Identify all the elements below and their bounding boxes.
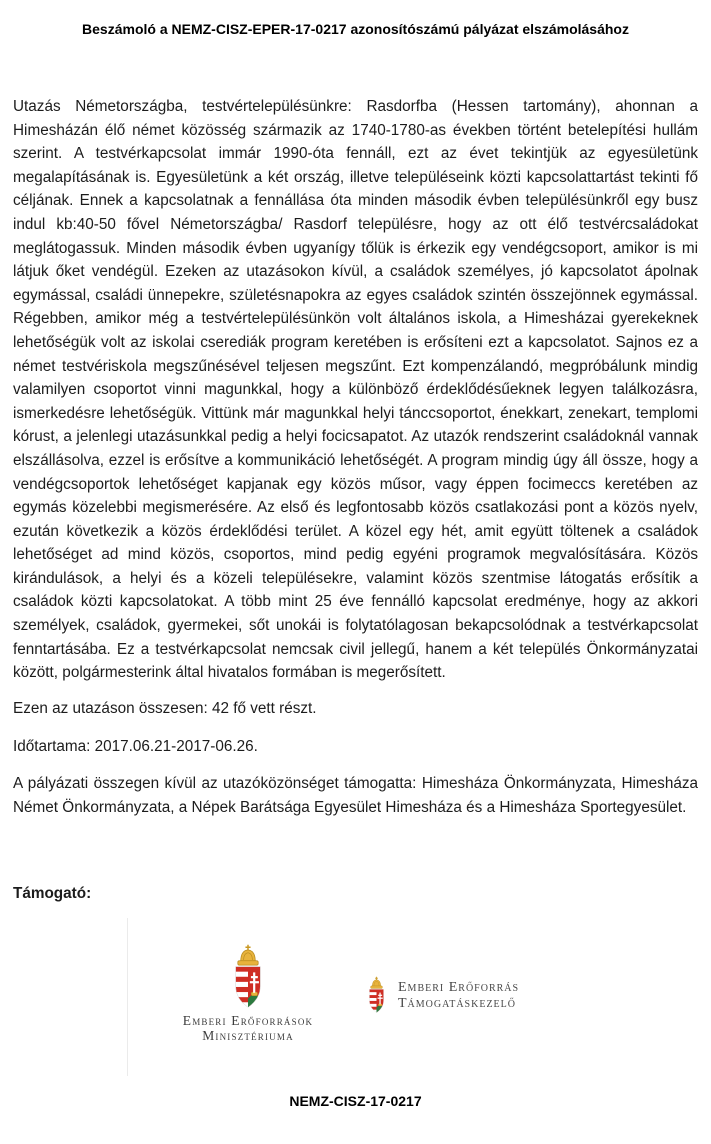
supporters-paragraph: A pályázati összegen kívül az utazóközönséget támogatta: Himesháza Önkormányzata, Himesháza Német Önkormányzata, a Népek Barátsága Egyesület Himesháza és a Himesháza Sportegyesület. <box>13 775 698 816</box>
participants-count-line: Ezen az utazáson összesen: 42 fő vett részt. <box>13 700 317 717</box>
fund-logo-line1: Emberi Erőforrás <box>398 980 520 995</box>
fund-manager-logo <box>364 976 519 1015</box>
footer-project-code: NEMZ-CISZ-17-0217 <box>289 1093 422 1109</box>
page-title: Beszámoló a NEMZ-CISZ-EPER-17-0217 azonosítószámú pályázat elszámolásához <box>82 21 629 37</box>
ministry-logo-line1: Emberi Erőforrások <box>182 1013 314 1028</box>
hungary-coat-of-arms-icon <box>364 976 389 1015</box>
ministry-logo-line2: Minisztériuma <box>202 1027 294 1043</box>
fund-logo-caption <box>398 980 519 1011</box>
fund-logo-line2: Támogatáskezelő <box>398 995 516 1011</box>
hungary-coat-of-arms-icon <box>222 944 274 1011</box>
trip-duration-line: Időtartama: 2017.06.21-2017-06.26. <box>13 738 258 755</box>
ministry-logo <box>170 944 326 1043</box>
sponsor-section-label: Támogató: <box>13 885 92 902</box>
table-column-divider <box>127 918 128 1076</box>
ministry-logo-caption <box>170 1014 326 1043</box>
report-body-paragraph: Utazás Németországba, testvértelepülésünkre: Rasdorfba (Hessen tartomány), ahonnan a Himesházán élő német közösség származik az 1740-1780-as években történt betelepítési hullám szerint. A testvérkapcsolat immár 1990-óta fennáll, ezt az évet tekintjük az egyesületünk megalapításának is. Egyesületünk a két ország, illetve településeink közti kapcsolattartást tekinti fő céljának. Ennek a kapcsolatnak a fennállása óta minden második évben településünkről egy busz indul kb:40-50 fővel Németországba/ Rasdorf településre, hogy az ott élő testvércsaládokat meglátogassuk. Minden második évben ugyanígy tőlük is érkezik egy vendégcsoport, amikor is mi látjuk őket vendégül. Ezeken az utazásokon kívül, a családok személyes, jó kapcsolatot ápolnak egymással, családi ünnepekre, születésnapokra az egyes családok szintén összejönnek egymással. Régebben, amikor még a testvértelepülésünkön volt általános iskola, a Himesházai gyerekeknek lehetőségük volt az iskolai cserediák program keretében is erősíteni ezt a kapcsolatot. Sajnos ez a német testvériskola megszűnésével teljesen megszűnt. Ezt kompenzálandó, megpróbálunk mindig valamilyen csoportot vinni magunkkal, hogy a különböző érdeklődésűeknek legyen találkozásra, ismerkedésre lehetőségük. Vittünk már magunkkal helyi tánccsoportot, énekkart, zenekart, templomi kórust, a jelenlegi utazásunkkal pedig a helyi focicsapatot. Az utazók rendszerint családoknál vannak elszállásolva, ezzel is erősítve a kommunikáció lehetőségét. A program mindig úgy áll össze, hogy a vendégcsoportok lehetőséget kapjanak egy közös műsor, vagy éppen focimeccs keretében az egymás közelebbi megismerésére. Az első és legfontosabb közös csatlakozási pont a közös nyelv, ezután következik a közös érdeklődési terület. A közel egy hét, amit együtt töltenek a családok lehetőséget ad mind közös, csoportos, mind pedig egyéni programok megvalósítására. Közös kirándulások, a helyi és a közeli településekre, valamint közös szentmise látogatás erősítik a családok közti kapcsolatokat. A több mint 25 éve fennálló kapcsolat eredménye, hogy az akkori személyek, családok, gyermekei, sőt unokái is folytatólagosan bekapcsolódnak a testvérkapcsolat fenntartásába. Ez a testvérkapcsolat nemcsak civil jellegű, hanem a két település Önkormányzatai között, polgármesterink által hivatalos formában is megerősített. <box>13 98 698 682</box>
